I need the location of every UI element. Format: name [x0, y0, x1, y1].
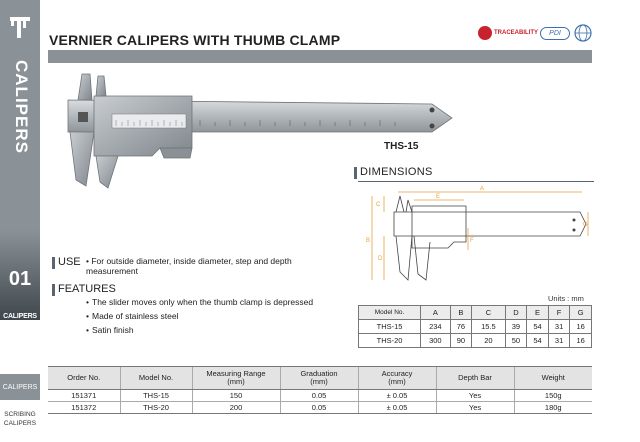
table-cell: 16	[570, 320, 592, 334]
list-item: • Made of stainless steel	[86, 311, 346, 321]
dimensions-table	[358, 305, 592, 348]
table-header-cell: Weight	[514, 367, 592, 390]
table-row	[359, 334, 592, 348]
units-label: Units : mm	[548, 294, 584, 303]
table-cell: ± 0.05	[358, 390, 436, 402]
table-cell: THS-20	[120, 402, 192, 414]
table-header-cell: Graduation (mm)	[280, 367, 358, 390]
table-row	[359, 320, 592, 334]
dimension-label-e: E	[436, 194, 441, 200]
table-cell: 90	[450, 334, 472, 348]
dimension-label-g: G	[583, 222, 588, 228]
order-table	[48, 366, 592, 414]
table-header-cell: Accuracy (mm)	[358, 367, 436, 390]
table-header-row	[359, 306, 592, 320]
table-cell: THS-15	[120, 390, 192, 402]
list-item: • The slider moves only when the thumb clamp is depressed	[86, 297, 346, 307]
table-row	[48, 402, 592, 414]
globe-icon	[574, 24, 592, 42]
sidebar-item-scribing-calipers[interactable]: SCRIBING CALIPERS	[3, 411, 37, 427]
table-header-cell: B	[450, 306, 472, 320]
table-header-cell: D	[505, 306, 527, 320]
table-cell: 76	[450, 320, 472, 334]
table-cell: THS-15	[359, 320, 421, 334]
table-row	[48, 390, 592, 402]
table-cell: 234	[421, 320, 451, 334]
table-cell: 54	[527, 334, 549, 348]
table-header-cell: G	[570, 306, 592, 320]
table-cell: Yes	[436, 402, 514, 414]
dimension-diagram	[356, 186, 592, 286]
table-cell: 150g	[514, 390, 592, 402]
list-item: • Satin finish	[86, 325, 346, 335]
sidebar-item-calipers[interactable]: CALIPERS	[0, 374, 40, 400]
table-header-cell: Depth Bar	[436, 367, 514, 390]
traceability-mark-icon	[478, 26, 492, 40]
use-heading: USE	[58, 256, 81, 268]
dimensions-heading: DIMENSIONS	[360, 166, 433, 178]
table-header-cell: A	[421, 306, 451, 320]
traceability-logo	[478, 26, 538, 40]
table-cell: 200	[192, 402, 280, 414]
table-header-cell: Model No.	[359, 306, 421, 320]
table-header-cell: Measuring Range (mm)	[192, 367, 280, 390]
table-cell: 151371	[48, 390, 120, 402]
table-header-row	[48, 367, 592, 390]
table-cell: THS-20	[359, 334, 421, 348]
dimension-label-f: F	[470, 238, 474, 244]
table-cell: 20	[472, 334, 506, 348]
sidebar-category: CALIPERS	[3, 313, 37, 320]
table-cell: 31	[548, 320, 570, 334]
table-header-cell: Model No.	[120, 367, 192, 390]
dimension-label-a: A	[480, 186, 485, 192]
table-cell: 0.05	[280, 390, 358, 402]
dimension-label-b: B	[366, 238, 371, 244]
table-cell: ± 0.05	[358, 402, 436, 414]
features-heading: FEATURES	[58, 283, 116, 295]
product-model-label: THS-15	[384, 141, 419, 152]
traceability-logo-text: TRACEABILITY	[494, 30, 538, 36]
caliper-icon	[8, 14, 32, 40]
table-cell: 50	[505, 334, 527, 348]
table-cell: 54	[527, 320, 549, 334]
table-cell: 150	[192, 390, 280, 402]
table-header-cell: F	[548, 306, 570, 320]
dimension-label-c: C	[376, 202, 381, 208]
table-cell: 151372	[48, 402, 120, 414]
table-cell: 16	[570, 334, 592, 348]
dimensions-rule	[358, 181, 594, 182]
table-cell: 31	[548, 334, 570, 348]
table-cell: 0.05	[280, 402, 358, 414]
features-list	[86, 297, 346, 339]
pdi-logo: PDI	[540, 27, 570, 40]
table-cell: 180g	[514, 402, 592, 414]
table-header-cell: C	[472, 306, 506, 320]
sidebar	[0, 0, 40, 442]
sidebar-section-number: 01	[8, 268, 32, 290]
sidebar-section-title: CALIPERS	[12, 60, 31, 154]
table-cell: 39	[505, 320, 527, 334]
table-header-cell: E	[527, 306, 549, 320]
dimension-label-d: D	[378, 256, 383, 262]
page-title: VERNIER CALIPERS WITH THUMB CLAMP	[49, 32, 341, 48]
table-header-cell: Order No.	[48, 367, 120, 390]
table-cell: Yes	[436, 390, 514, 402]
title-underline-bar	[48, 50, 592, 63]
table-cell: 15.5	[472, 320, 506, 334]
use-description: • For outside diameter, inside diameter, step and depth measurement	[86, 256, 292, 276]
table-cell: 300	[421, 334, 451, 348]
